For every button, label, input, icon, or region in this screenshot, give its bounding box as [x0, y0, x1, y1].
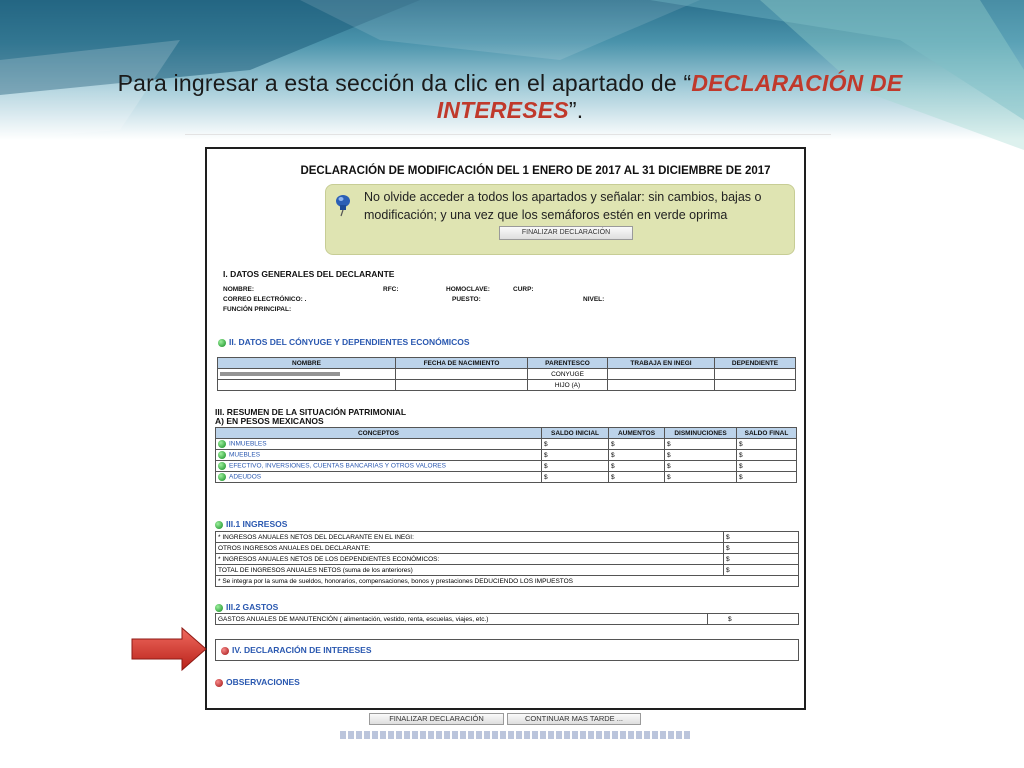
section2-link[interactable]: [218, 337, 470, 347]
cell-dependiente: [715, 380, 796, 391]
status-green-icon: [215, 604, 223, 612]
slide-title-suffix: ”.: [568, 97, 584, 123]
cell-aumentos: $: [609, 439, 665, 450]
dependents-table: [217, 357, 796, 391]
status-green-icon: [218, 440, 226, 448]
cell-disminuciones: $: [665, 472, 737, 483]
cell-parentesco: CONYUGE: [528, 369, 608, 380]
label-correo: CORREO ELECTRÓNICO: .: [223, 296, 307, 303]
table-row: [216, 614, 799, 625]
cell-saldo-inicial: $: [542, 472, 609, 483]
col-conceptos: CONCEPTOS: [216, 428, 542, 439]
continue-later-button[interactable]: CONTINUAR MAS TARDE ...: [507, 713, 641, 725]
status-green-icon: [218, 339, 226, 347]
cell-disminuciones: $: [665, 461, 737, 472]
form-title: DECLARACIÓN DE MODIFICACIÓN DEL 1 ENERO DE 2017 AL 31 DICIEMBRE DE 2017: [300, 165, 771, 177]
footer-text-cropped: [340, 731, 690, 739]
status-green-icon: [215, 521, 223, 529]
observaciones-link[interactable]: [215, 677, 300, 687]
table-header-row: [216, 428, 797, 439]
pointer-arrow-icon: [130, 626, 210, 672]
status-green-icon: [218, 462, 226, 470]
table-row: [216, 576, 799, 587]
cell-nombre: [218, 380, 396, 391]
status-red-icon: [215, 679, 223, 687]
cell-fecha: [396, 369, 528, 380]
table-row: [218, 380, 796, 391]
label-nombre: NOMBRE:: [223, 286, 255, 293]
ingreso-label: OTROS INGRESOS ANUALES DEL DECLARANTE:: [216, 543, 724, 554]
ingreso-label: * INGRESOS ANUALES NETOS DE LOS DEPENDIENTES ECONÓMICOS:: [216, 554, 724, 565]
gastos-value: $: [708, 614, 799, 625]
cell-saldo-final: $: [737, 461, 797, 472]
col-fecha: FECHA DE NACIMIENTO: [396, 358, 528, 369]
table-row: [216, 532, 799, 543]
cell-dependiente: [715, 369, 796, 380]
table-row: [216, 554, 799, 565]
title-divider: [185, 134, 831, 135]
concept-label: MUEBLES: [229, 451, 261, 459]
table-row: [216, 543, 799, 554]
ingreso-value: $: [724, 543, 799, 554]
ingresos-note: * Se integra por la suma de sueldos, honorarios, compensaciones, bonos y prestaciones DEDUCIENDO LOS IMPUESTOS: [216, 576, 799, 587]
table-row: [218, 369, 796, 380]
redacted-text: [220, 372, 340, 376]
concept-label: EFECTIVO, INVERSIONES, CUENTAS BANCARIAS Y OTROS VALORES: [229, 462, 446, 470]
table-row[interactable]: [216, 461, 797, 472]
cell-aumentos: $: [609, 461, 665, 472]
concept-efectivo[interactable]: [216, 461, 542, 472]
cell-aumentos: $: [609, 472, 665, 483]
cell-saldo-inicial: $: [542, 461, 609, 472]
section3-title: III. RESUMEN DE LA SITUACIÓN PATRIMONIAL: [215, 407, 407, 417]
pushpin-icon: [334, 193, 352, 217]
table-header-row: [218, 358, 796, 369]
gastos-table: [215, 613, 799, 625]
section32-link[interactable]: [215, 602, 278, 612]
cell-saldo-final: $: [737, 439, 797, 450]
ingresos-table: [215, 531, 799, 587]
cell-parentesco: HIJO (A): [528, 380, 608, 391]
cell-disminuciones: $: [665, 450, 737, 461]
section3-subtitle: A) EN PESOS MEXICANOS: [215, 416, 324, 426]
col-saldo-final: SALDO FINAL: [737, 428, 797, 439]
concept-muebles[interactable]: [216, 450, 542, 461]
cell-disminuciones: $: [665, 439, 737, 450]
notice-finalize-button[interactable]: FINALIZAR DECLARACIÓN: [499, 226, 633, 240]
form-screenshot: [205, 147, 806, 710]
ingreso-value: $: [724, 565, 799, 576]
cell-saldo-final: $: [737, 472, 797, 483]
ingreso-value: $: [724, 532, 799, 543]
section32-title: III.2 GASTOS: [226, 602, 279, 612]
label-homoclave: HOMOCLAVE:: [446, 286, 490, 293]
slide-title: [60, 70, 960, 124]
cell-aumentos: $: [609, 450, 665, 461]
ingreso-label: TOTAL DE INGRESOS ANUALES NETOS (suma de los anteriores): [216, 565, 724, 576]
cell-saldo-inicial: $: [542, 439, 609, 450]
label-nivel: NIVEL:: [583, 296, 605, 303]
col-nombre: NOMBRE: [218, 358, 396, 369]
cell-fecha: [396, 380, 528, 391]
section2-title: II. DATOS DEL CÓNYUGE Y DEPENDIENTES ECONÓMICOS: [229, 337, 470, 347]
table-row[interactable]: [216, 439, 797, 450]
section31-title: III.1 INGRESOS: [226, 519, 288, 529]
label-puesto: PUESTO:: [452, 296, 481, 303]
concept-label: INMUEBLES: [229, 440, 267, 448]
table-row[interactable]: [216, 450, 797, 461]
notice-box: [325, 184, 795, 255]
col-aumentos: AUMENTOS: [609, 428, 665, 439]
patrimonio-table: [215, 427, 797, 483]
ingreso-value: $: [724, 554, 799, 565]
concept-adeudos[interactable]: [216, 472, 542, 483]
label-rfc: RFC:: [383, 286, 399, 293]
label-curp: CURP:: [513, 286, 534, 293]
cell-saldo-final: $: [737, 450, 797, 461]
cell-trabaja: [608, 380, 715, 391]
table-row: [216, 565, 799, 576]
status-green-icon: [218, 473, 226, 481]
section4-title: IV. DECLARACIÓN DE INTERESES: [232, 645, 372, 655]
col-disminuciones: DISMINUCIONES: [665, 428, 737, 439]
section1-title: I. DATOS GENERALES DEL DECLARANTE: [223, 269, 395, 279]
col-trabaja: TRABAJA EN INEGI: [608, 358, 715, 369]
slide-title-prefix: Para ingresar a esta sección da clic en el apartado de “: [117, 70, 692, 96]
ingreso-label: * INGRESOS ANUALES NETOS DEL DECLARANTE EN EL INEGI:: [216, 532, 724, 543]
table-row[interactable]: [216, 472, 797, 483]
cell-trabaja: [608, 369, 715, 380]
section31-link[interactable]: [215, 519, 287, 529]
observaciones-title: OBSERVACIONES: [226, 677, 300, 687]
slide-title-highlight: DECLARACIÓN DE INTERESES: [436, 70, 903, 123]
concept-inmuebles[interactable]: [216, 439, 542, 450]
finalize-button[interactable]: FINALIZAR DECLARACIÓN: [369, 713, 504, 725]
section4-link[interactable]: [221, 645, 372, 655]
gastos-label: GASTOS ANUALES DE MANUTENCIÓN ( alimentación, vestido, renta, escuelas, viajes, etc.): [216, 614, 708, 625]
col-saldo-inicial: SALDO INICIAL: [542, 428, 609, 439]
label-funcion: FUNCIÓN PRINCIPAL:: [223, 306, 292, 313]
col-parentesco: PARENTESCO: [528, 358, 608, 369]
status-green-icon: [218, 451, 226, 459]
cell-nombre: [218, 369, 396, 380]
cell-saldo-inicial: $: [542, 450, 609, 461]
col-dependiente: DEPENDIENTE: [715, 358, 796, 369]
notice-message: No olvide acceder a todos los apartados y señalar: sin cambios, bajas o modificación; y una vez que los semáforos estén en verde oprima: [364, 190, 762, 222]
concept-label: ADEUDOS: [229, 473, 262, 481]
status-red-icon: [221, 647, 229, 655]
